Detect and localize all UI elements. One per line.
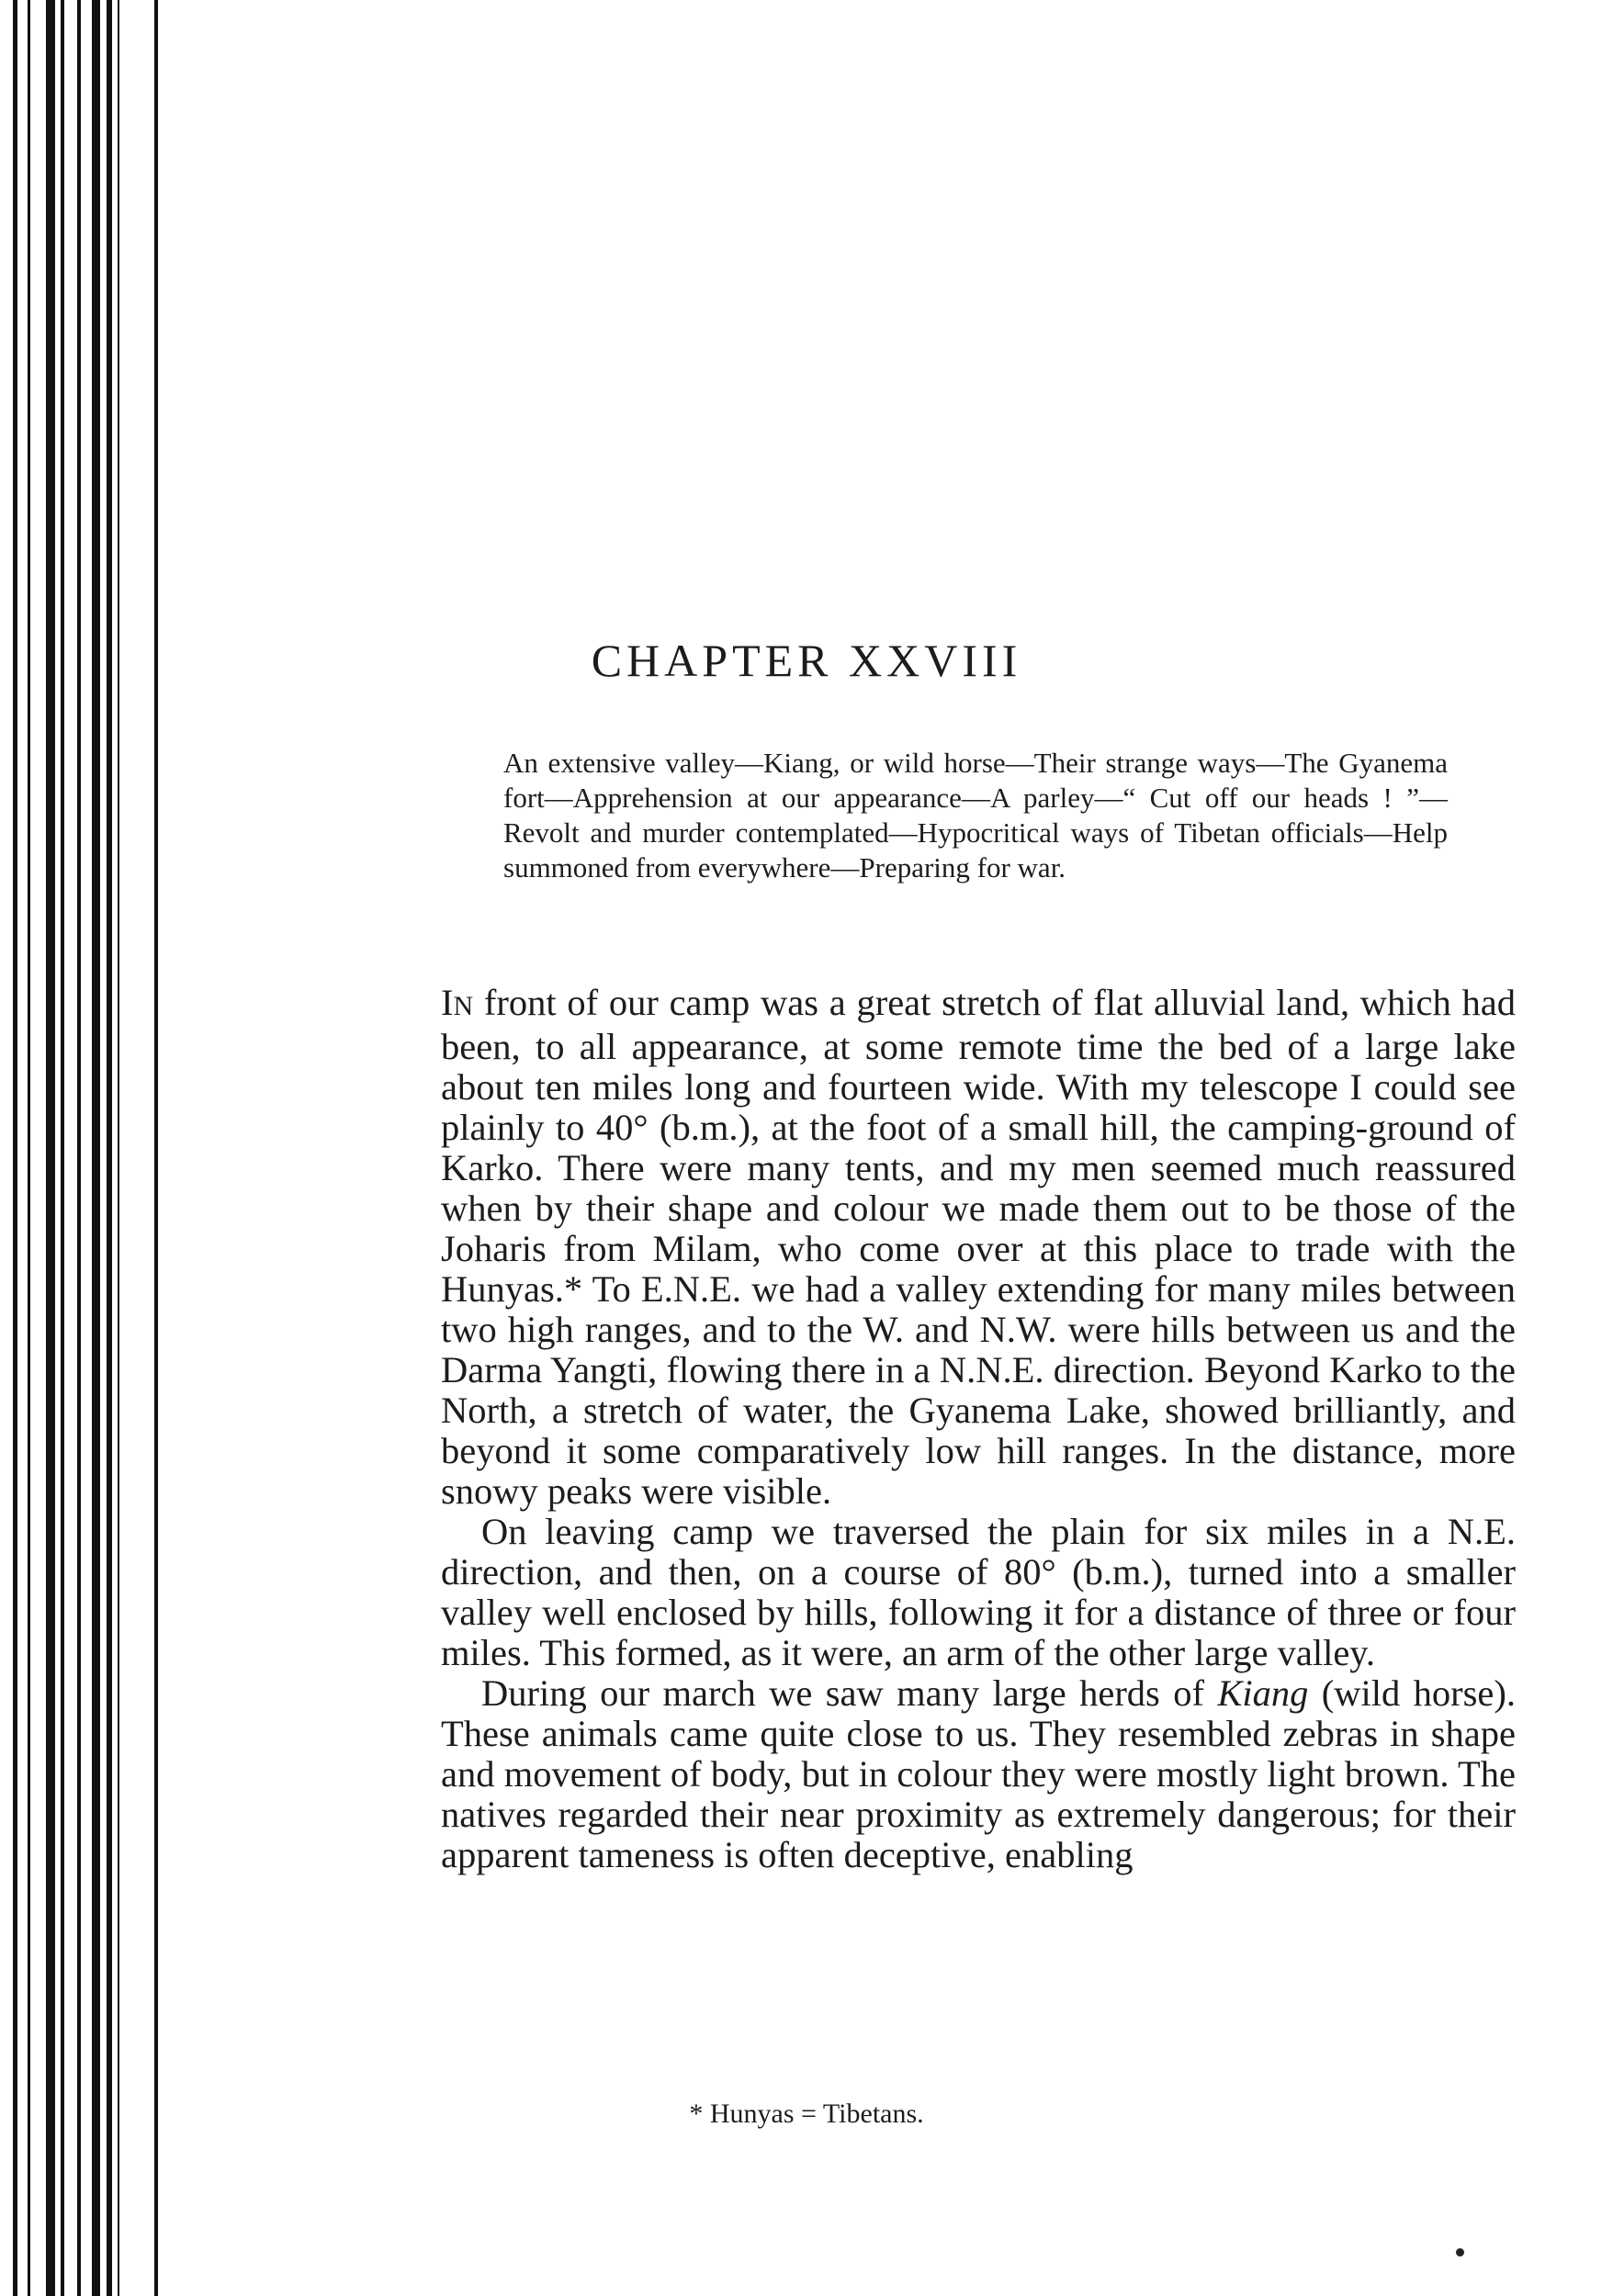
scan-speck	[1456, 2248, 1464, 2257]
chapter-synopsis: An extensive valley—Kiang, or wild horse—Their strange ways—The Gyanema fort—Apprehension at our appearance—A parley—“ Cut off our heads ! ”—Revolt and murder contemplated—Hypocritical ways of Tibetan officials—Help summoned from everywhere—Preparing for war.	[503, 747, 1448, 884]
book-binding-edge	[0, 0, 184, 2296]
footnote: * Hunyas = Tibetans.	[689, 2099, 924, 2129]
chapter-title: CHAPTER XXVIII	[591, 635, 1022, 686]
body-text	[441, 983, 1516, 1875]
paragraph-1-lead: IN	[441, 982, 474, 1023]
paragraph-3: During our march we saw many large herds of Kiang (wild horse). These animals came quite close to us. They resembled zebras in shape and movement of body, but in colour they were mostly light brown. The natives regarded their near proximity as extremely dangerous; for their apparent tameness is often deceptive, enabling	[441, 1672, 1516, 1875]
italic-term: Kiang	[1217, 1672, 1309, 1714]
paragraph-1: IN front of our camp was a great stretch of flat alluvial land, which had been, to all appearance, at some remote time the bed of a large lake about ten miles long and fourteen wide. With my telescope I could see plainly to 40° (b.m.), at the foot of a small hill, the camping-ground of Karko. There were many tents, and my men seemed much reassured when by their shape and colour we made them out to be those of the Joharis from Milam, who come over at this place to trade with the Hunyas.* To E.N.E. we had a valley extending for many miles between two high ranges, and to the W. and N.W. were hills between us and the Darma Yangti, flowing there in a N.N.E. direction. Beyond Karko to the North, a stretch of water, the Gyanema Lake, showed brilliantly, and beyond it some comparatively low hill ranges. In the distance, more snowy peaks were visible.	[441, 982, 1516, 1512]
paragraph-2: On leaving camp we traversed the plain for six miles in a N.E. direction, and then, on a course of 80° (b.m.), turned into a smaller valley well enclosed by hills, following it for a distance of three or four miles. This formed, as it were, an arm of the other large valley.	[441, 1511, 1516, 1673]
